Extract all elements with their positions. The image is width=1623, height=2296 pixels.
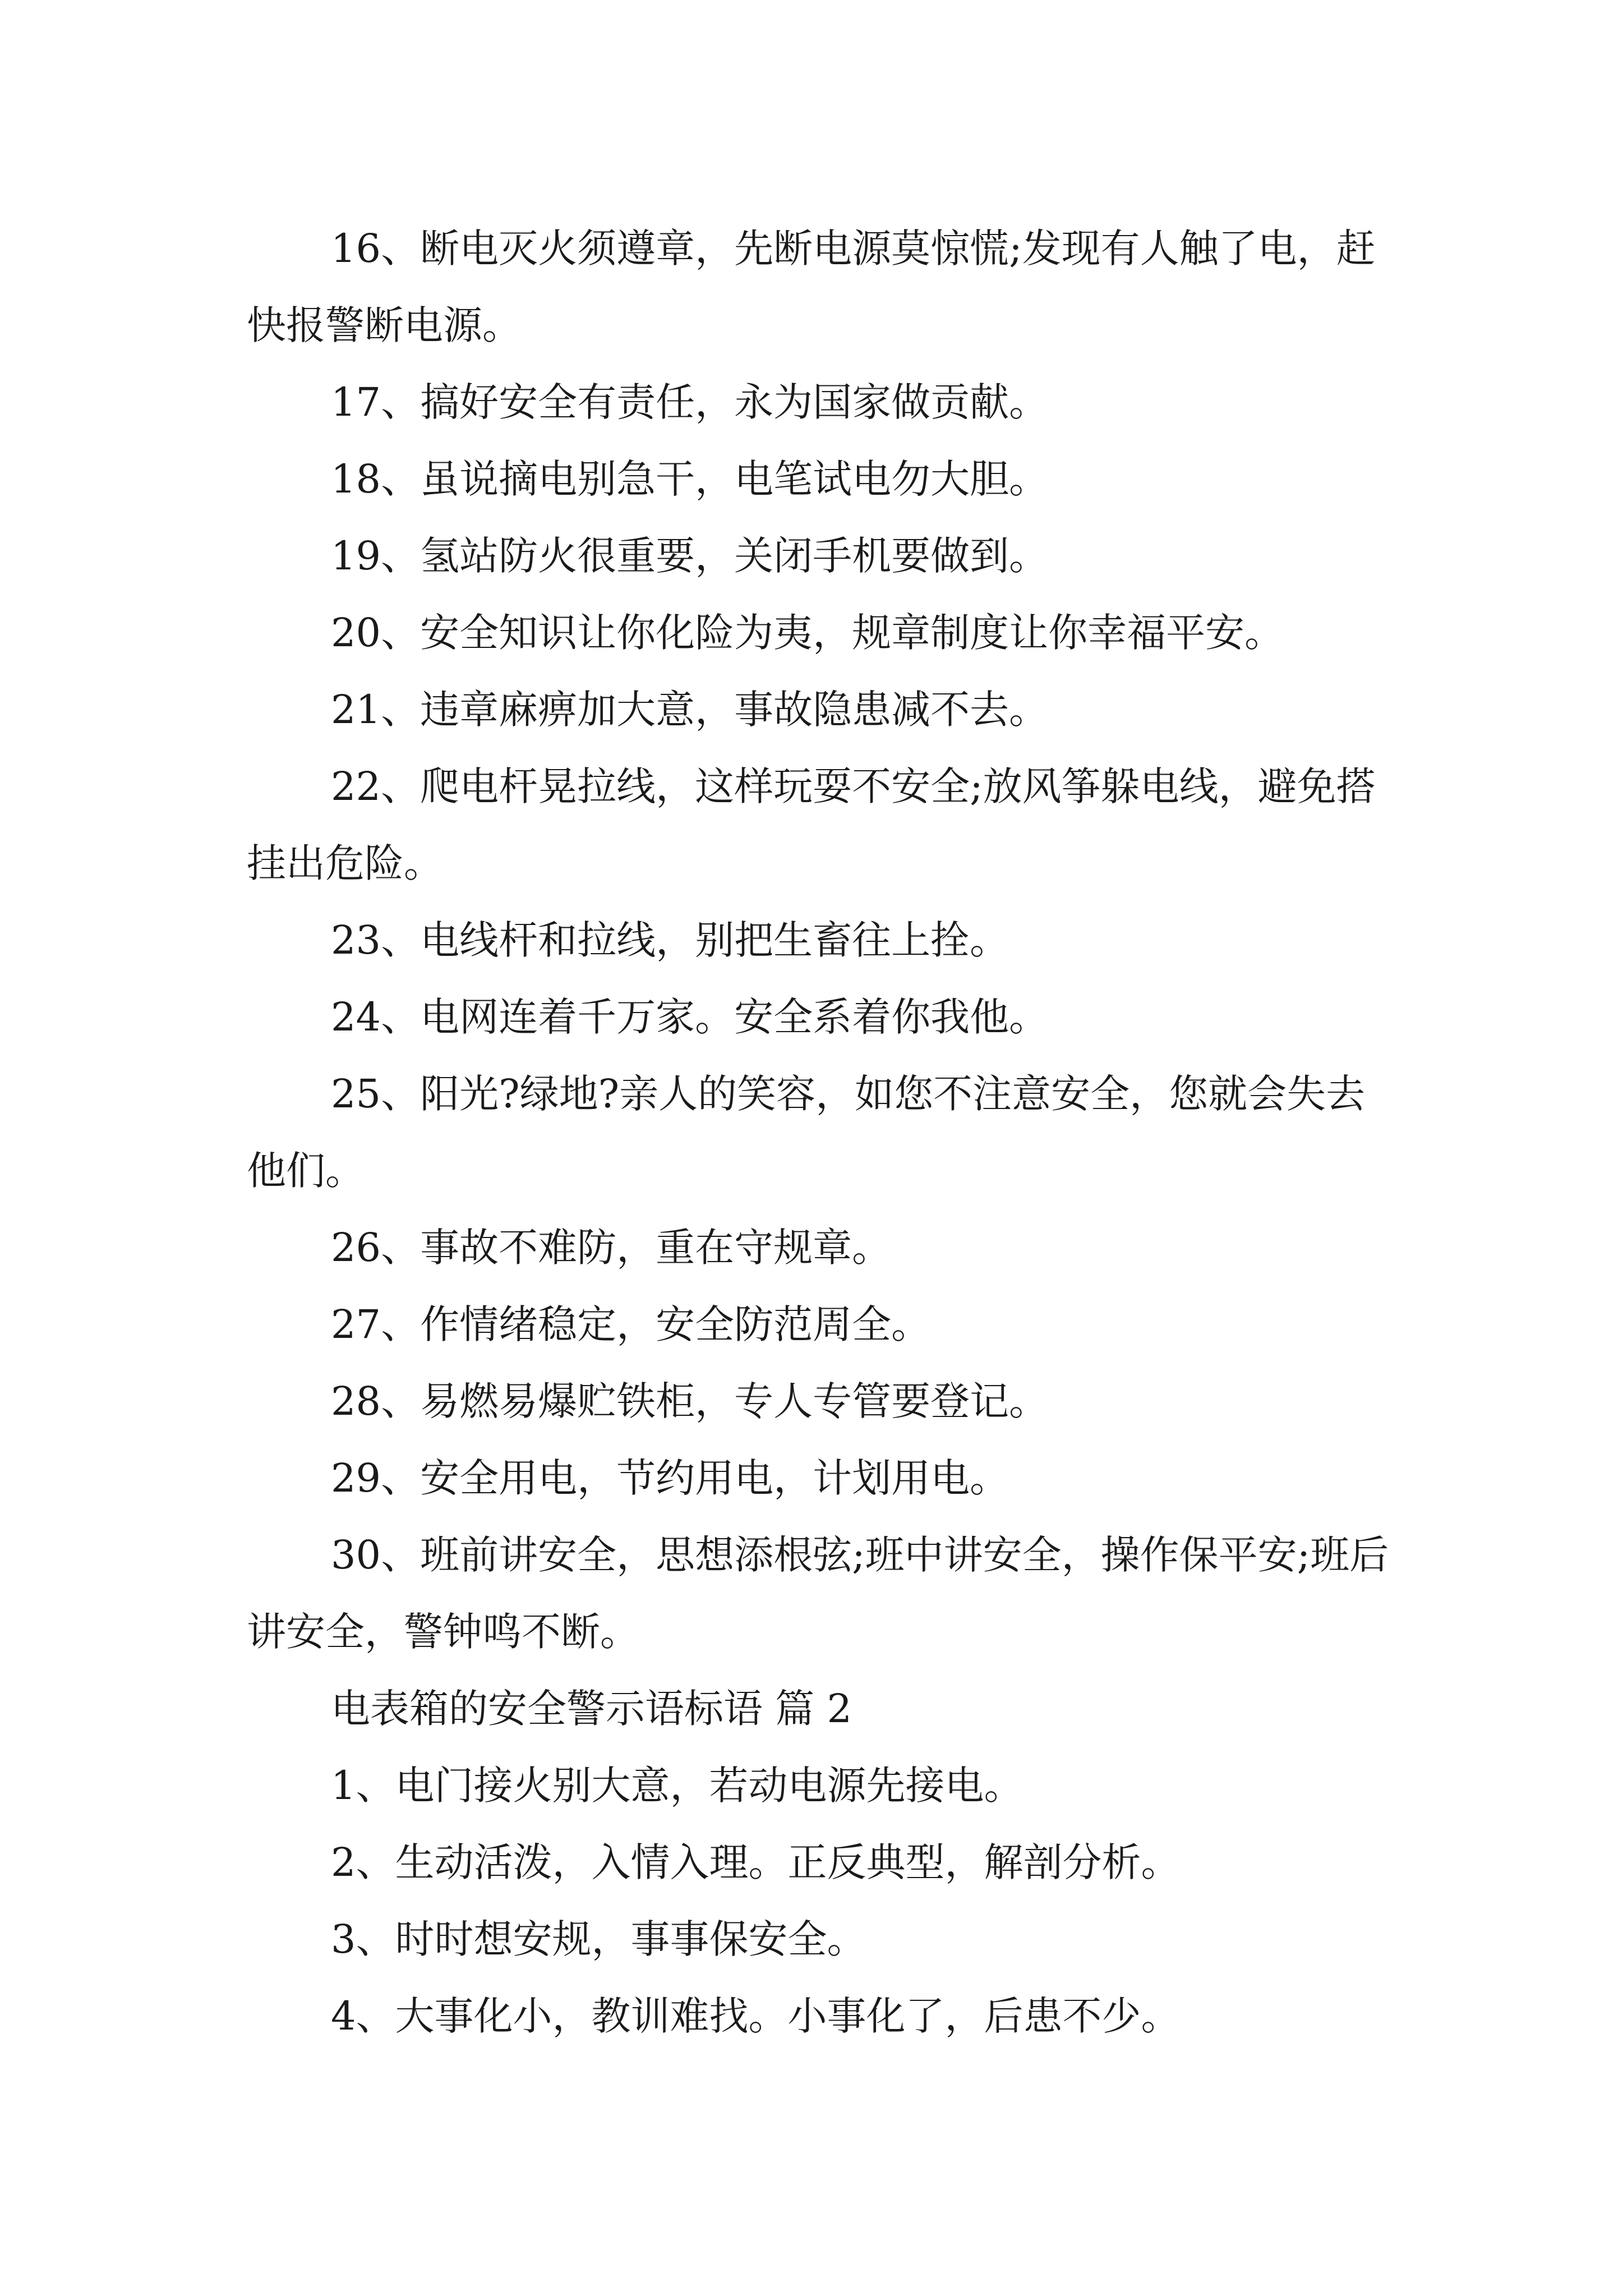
paragraph-19: 19、氢站防火很重要，关闭手机要做到。 [331,533,1049,579]
paragraph-22: 22、爬电杆晃拉线，这样玩耍不安全;放风筝躲电线，避免搭挂出危险。 [247,763,1376,886]
paragraph-16: 16、断电灭火须遵章，先断电源莫惊慌;发现有人触了电，赶快报警断电源。 [247,226,1376,348]
paragraph-17: 17、搞好安全有责任，永为国家做贡献。 [331,379,1049,425]
paragraph-26: 26、事故不难防，重在守规章。 [331,1225,892,1271]
paragraph-2: 2、生动活泼，入情入理。正反典型，解剖分析。 [331,1839,1181,1885]
paragraph-28: 28、易燃易爆贮铁柜，专人专管要登记。 [331,1378,1049,1424]
paragraph-21: 21、违章麻痹加大意，事故隐患减不去。 [331,687,1049,733]
paragraph-18: 18、虽说摘电别急干，电笔试电勿大胆。 [331,456,1049,502]
paragraph-23: 23、电线杆和拉线，别把生畜往上拴。 [331,917,1009,963]
paragraph-3: 3、时时想安规，事事保安全。 [331,1916,866,1962]
paragraph-29: 29、安全用电，节约用电，计划用电。 [331,1455,1009,1501]
paragraph-25: 25、阳光?绿地?亲人的笑容，如您不注意安全，您就会失去他们。 [247,1071,1366,1194]
document-body [247,210,1396,2055]
paragraph-20: 20、安全知识让你化险为夷，规章制度让你幸福平安。 [331,610,1284,656]
paragraph-4: 4、大事化小，教训难找。小事化了，后患不少。 [331,1993,1181,2039]
paragraph-24: 24、电网连着千万家。安全系着你我他。 [331,994,1049,1040]
paragraph-27: 27、作情绪稳定，安全防范周全。 [331,1301,931,1347]
section-heading: 电表箱的安全警示语标语 篇 2 [331,1686,852,1732]
paragraph-30: 30、班前讲安全，思想添根弦;班中讲安全，操作保平安;班后讲安全，警钟鸣不断。 [247,1532,1389,1655]
paragraph-1: 1、电门接火别大意，若动电源先接电。 [331,1763,1023,1809]
